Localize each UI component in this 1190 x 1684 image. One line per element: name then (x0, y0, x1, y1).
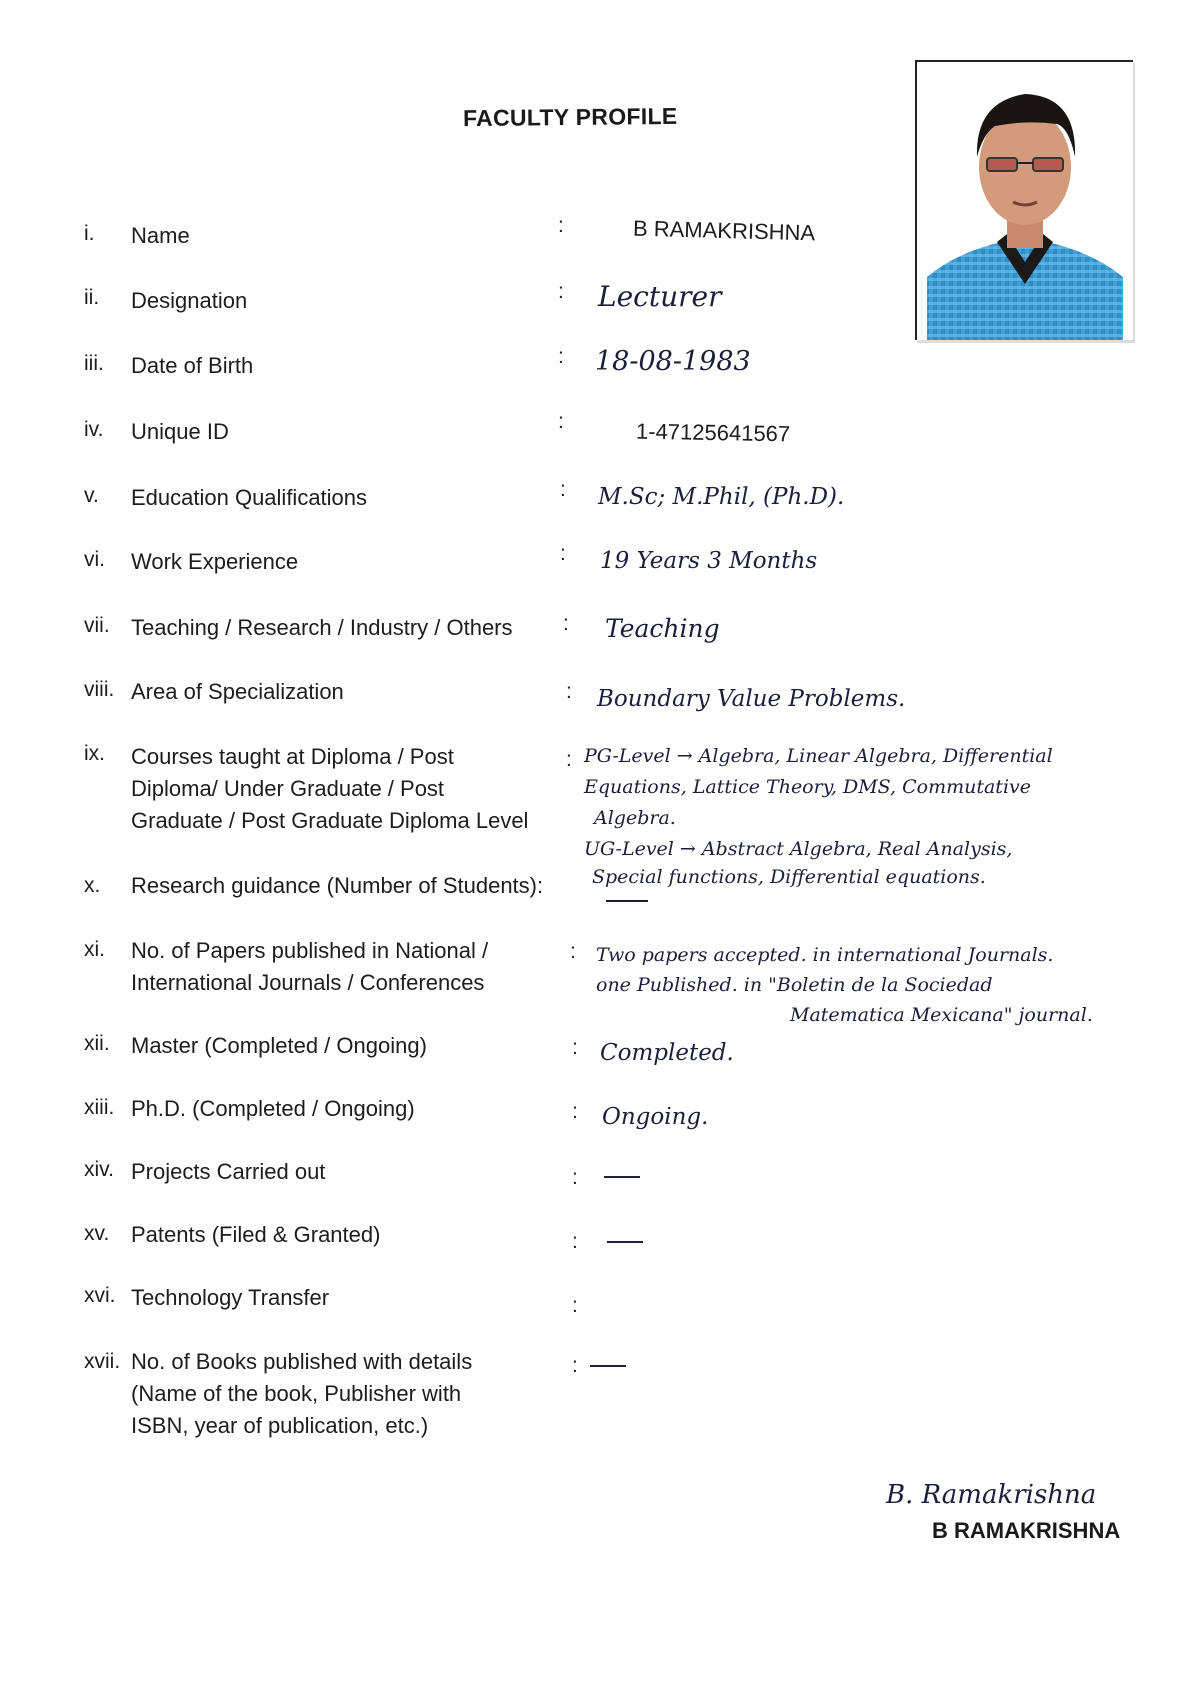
field-value: 1-47125641567 (635, 418, 791, 447)
field-value: Lecturer (598, 280, 722, 313)
field-label: Designation (131, 288, 248, 313)
field-label: Education Qualifications (131, 485, 368, 510)
field-value-line: PG-Level → Algebra, Linear Algebra, Differential (584, 745, 1053, 767)
field-label: Research guidance (Number of Students): (131, 873, 544, 898)
field-label-line: Courses taught at Diploma / Post (131, 744, 454, 769)
field-colon: : (558, 410, 564, 433)
field-label-line: (Name of the book, Publisher with (131, 1381, 462, 1406)
field-colon: : (566, 748, 572, 771)
field-number: ix. (84, 742, 105, 765)
field-label-line: International Journals / Conferences (131, 970, 485, 995)
field-label: Projects Carried out (131, 1159, 326, 1184)
field-value-line: Equations, Lattice Theory, DMS, Commutative (584, 776, 1032, 798)
field-colon: : (558, 280, 564, 303)
field-value: Teaching (605, 614, 720, 643)
field-value: 18-08-1983 (595, 346, 751, 377)
field-colon: : (566, 680, 572, 703)
field-label: Name (131, 223, 190, 248)
page-title: FACULTY PROFILE (462, 102, 678, 132)
field-number: v. (84, 484, 99, 507)
person-photo-icon (917, 62, 1133, 340)
empty-value-dash (607, 1241, 643, 1243)
field-number: xvi. (84, 1284, 116, 1307)
field-value-line: UG-Level → Abstract Algebra, Real Analysis, (584, 838, 1013, 860)
field-value: 19 Years 3 Months (600, 548, 818, 574)
field-label-line: No. of Papers published in National / (131, 938, 489, 963)
field-label: Master (Completed / Ongoing) (131, 1033, 427, 1058)
field-label: Patents (Filed & Granted) (131, 1222, 381, 1247)
field-colon: : (570, 940, 576, 963)
field-number: xv. (84, 1222, 110, 1245)
empty-value-dash (606, 900, 648, 902)
profile-photo (915, 60, 1133, 340)
field-number: i. (84, 222, 95, 245)
field-value-line: one Published. in "Boletin de la Sociedad (596, 974, 993, 996)
field-colon: : (560, 542, 566, 565)
field-value: M.Sc; M.Phil, (Ph.D). (598, 484, 845, 510)
field-number: vi. (84, 548, 105, 571)
field-colon: : (572, 1166, 578, 1189)
field-colon: : (558, 345, 564, 368)
field-value: Completed. (600, 1040, 734, 1066)
field-value: B RAMAKRISHNA (632, 215, 816, 246)
field-label: Teaching / Research / Industry / Others (131, 615, 513, 640)
field-label: Technology Transfer (131, 1285, 330, 1310)
field-colon: : (560, 478, 566, 501)
field-number: xi. (84, 938, 105, 961)
field-label-line: No. of Books published with details (131, 1349, 473, 1374)
field-number: ii. (84, 286, 100, 309)
field-colon: : (572, 1354, 578, 1377)
field-label: Unique ID (131, 419, 229, 444)
field-colon: : (563, 612, 569, 635)
field-value-line: Algebra. (594, 807, 676, 829)
field-number: xiv. (84, 1158, 114, 1181)
field-number: xiii. (84, 1096, 115, 1119)
signatory-name: B RAMAKRISHNA (932, 1518, 1121, 1543)
field-number: iv. (84, 418, 104, 441)
field-colon: : (572, 1100, 578, 1123)
field-number: xvii. (84, 1350, 121, 1373)
empty-value-dash (604, 1176, 640, 1178)
field-label-line: Graduate / Post Graduate Diploma Level (131, 808, 529, 833)
field-value: Ongoing. (602, 1104, 709, 1130)
field-colon: : (572, 1294, 578, 1317)
field-value: Boundary Value Problems. (597, 686, 906, 712)
field-colon: : (572, 1036, 578, 1059)
field-number: viii. (84, 678, 115, 701)
field-label: Ph.D. (Completed / Ongoing) (131, 1096, 415, 1121)
field-value-line: Matematica Mexicana" journal. (790, 1004, 1093, 1026)
field-value-line: Two papers accepted. in international Journals. (596, 944, 1054, 966)
handwritten-signature: B. Ramakrishna (886, 1480, 1097, 1510)
field-number: x. (84, 874, 101, 897)
field-value-line: Special functions, Differential equations. (592, 866, 986, 888)
field-number: iii. (84, 352, 104, 375)
field-colon: : (558, 214, 564, 237)
field-colon: : (572, 1230, 578, 1253)
field-label: Work Experience (131, 549, 299, 574)
empty-value-dash (590, 1365, 626, 1367)
field-number: xii. (84, 1032, 110, 1055)
field-label: Area of Specialization (131, 679, 344, 704)
field-label-line: Diploma/ Under Graduate / Post (131, 776, 445, 801)
field-label-line: ISBN, year of publication, etc.) (131, 1413, 429, 1438)
field-label: Date of Birth (131, 353, 254, 378)
field-number: vii. (84, 614, 110, 637)
